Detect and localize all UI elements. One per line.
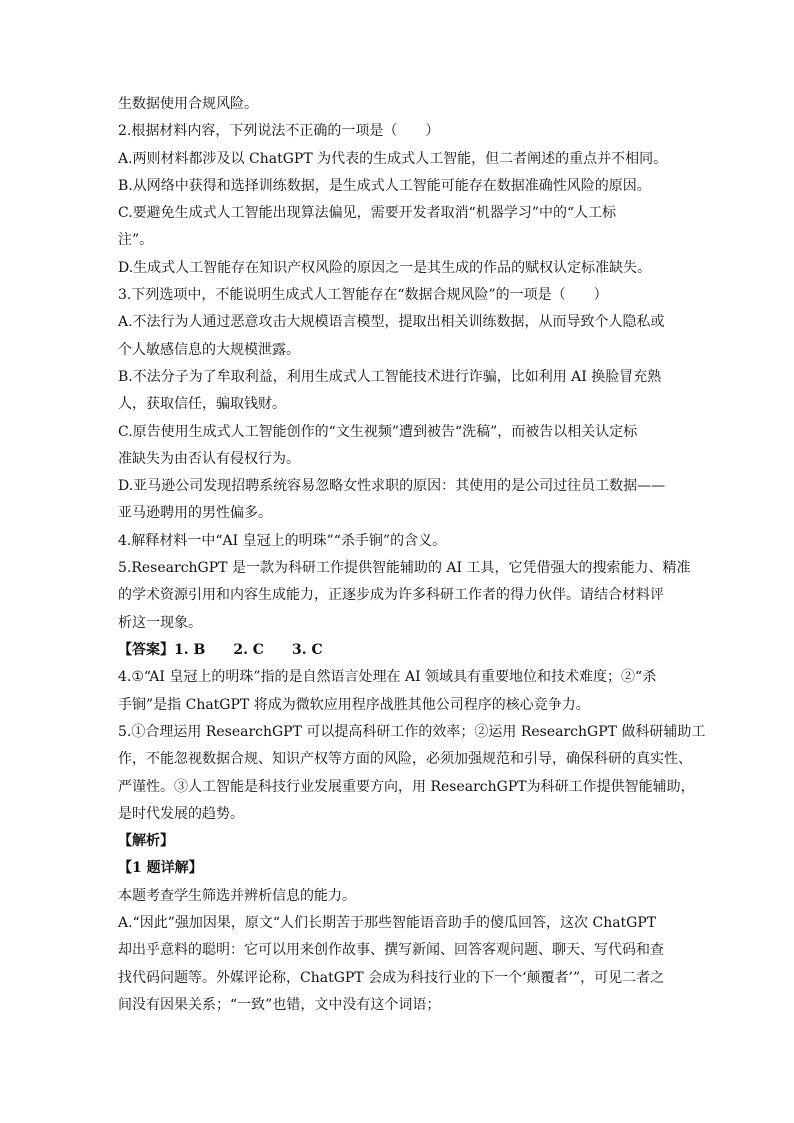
question-3: 3.下列选项中，不能说明生成式人工智能存在“数据合规风险”的一项是（ ）: [118, 287, 608, 303]
question-5-cont: 的学术资源引用和内容生成能力，正逐步成为许多科研工作者的得力伙伴。请结合材料评: [118, 587, 664, 603]
option-2c-cont: 注”。: [118, 232, 154, 248]
option-3d: D.亚马逊公司发现招聘系统容易忽略女性求职的原因：其使用的是公司过往员工数据——: [118, 478, 666, 494]
option-2d: D.生成式人工智能存在知识产权风险的原因之一是其生成的作品的赋权认定标准缺失。: [118, 260, 652, 276]
question-5-cont: 析这一现象。: [118, 615, 202, 631]
answer-4: 4.①“AI 皇冠上的明珠”指的是自然语言处理在 AI 领域具有重要地位和技术难度；②“杀: [118, 669, 657, 685]
q1-detail-heading: 【1 题详解】: [118, 860, 203, 876]
text-line: 生数据使用合规风险。: [118, 96, 258, 112]
analysis-text: A.“因此”强加因果，原文“人们长期苦于那些智能语音助手的傻瓜回答，这次 ChatGPT: [118, 915, 657, 931]
question-5: 5.ResearchGPT 是一款为科研工作提供智能辅助的 AI 工具，它凭借强大的搜索能力、精准: [118, 560, 691, 576]
question-2: 2.根据材料内容，下列说法不正确的一项是（ ）: [118, 123, 440, 139]
analysis-text: 本题考查学生筛选并辨析信息的能力。: [118, 888, 356, 904]
answer-5-cont: 严谨性。③人工智能是科技行业发展重要方向，用 ResearchGPT为科研工作提供智能辅助，: [118, 779, 695, 795]
analysis-text: 找代码问题等。外媒评论称，ChatGPT 会成为科技行业的下一个‘颠覆者’”，可见二者之: [118, 970, 665, 986]
answer-5-cont: 是时代发展的趋势。: [118, 806, 244, 822]
option-3c: C.原告使用生成式人工智能创作的“文生视频”遭到被告“洗稿”，而被告以相关认定标: [118, 424, 638, 440]
option-3a: A.不法行为人通过恶意攻击大规模语言模型，提取出相关训练数据，从而导致个人隐私或: [118, 314, 665, 330]
option-3a-cont: 个人敏感信息的大规模泄露。: [118, 342, 300, 358]
question-4: 4.解释材料一中“AI 皇冠上的明珠”“杀手锏”的含义。: [118, 533, 447, 549]
option-2b: B.从网络中获得和选择训练数据，是生成式人工智能可能存在数据准确性风险的原因。: [118, 178, 651, 194]
option-3b: B.不法分子为了牟取利益，利用生成式人工智能技术进行诈骗，比如利用 AI 换脸冒充熟: [118, 369, 662, 385]
option-2c: C.要避免生成式人工智能出现算法偏见，需要开发者取消“机器学习”中的“人工标: [118, 205, 617, 221]
option-3b-cont: 人，获取信任，骗取钱财。: [118, 396, 286, 412]
answer-5: 5.①合理运用 ResearchGPT 可以提高科研工作的效率；②运用 ResearchGPT 做科研辅助工: [118, 724, 706, 740]
analysis-text: 间没有因果关系；“一致”也错，文中没有这个词语；: [118, 997, 441, 1013]
answer-heading: 【答案】1. B 2. C 3. C: [118, 642, 323, 658]
option-3c-cont: 准缺失为由否认有侵权行为。: [118, 451, 300, 467]
option-2a: A.两则材料都涉及以 ChatGPT 为代表的生成式人工智能，但二者阐述的重点并不相同。: [118, 151, 668, 167]
option-3d-cont: 亚马逊聘用的男性偏多。: [118, 505, 272, 521]
answer-5-cont: 作，不能忽视数据合规、知识产权等方面的风险，必须加强规范和引导，确保科研的真实性、: [118, 751, 692, 767]
analysis-heading: 【解析】: [118, 833, 174, 849]
answer-4-cont: 手锏”是指 ChatGPT 将成为微软应用程序战胜其他公司程序的核心竞争力。: [118, 697, 590, 713]
analysis-text: 却出乎意料的聪明：它可以用来创作故事、撰写新闻、回答客观问题、聊天、写代码和查: [118, 942, 664, 958]
